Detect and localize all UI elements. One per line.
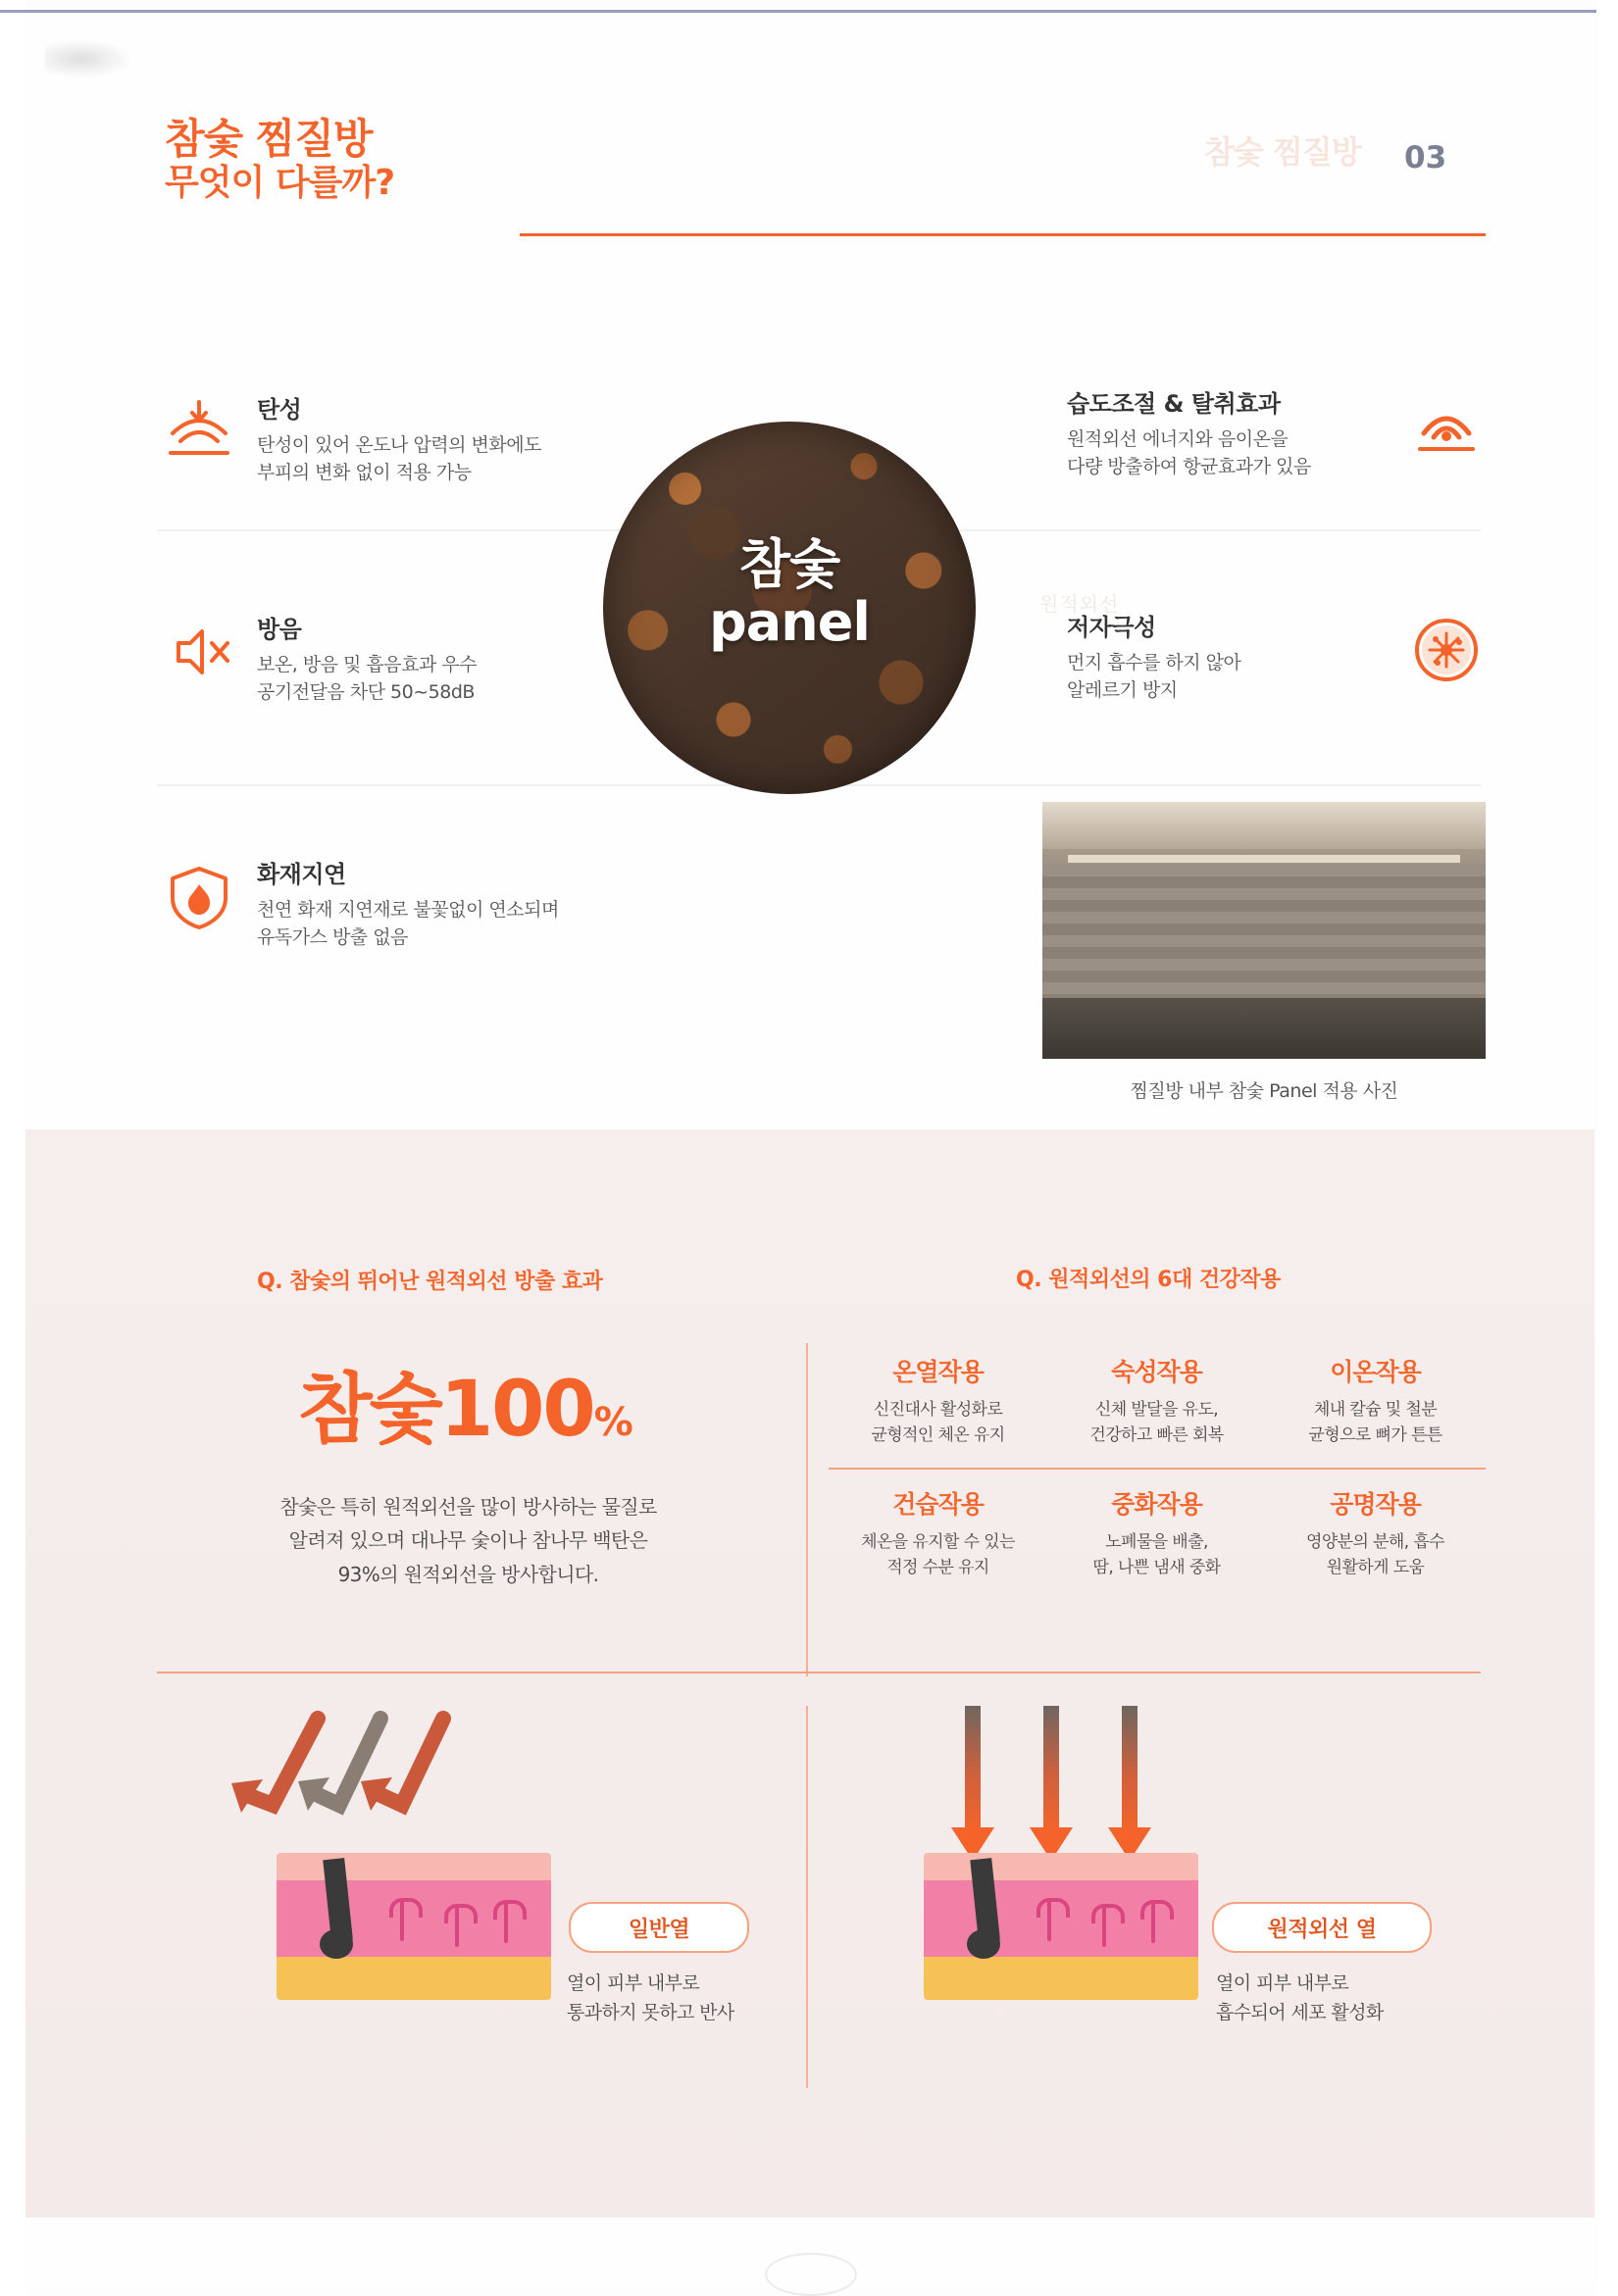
skin-layer-epidermis (924, 1853, 1198, 1880)
feature-desc-line1: 천연 화재 지연재로 불꽃없이 연소되며 (257, 899, 559, 921)
effect-line2: 균형으로 뼈가 튼튼 (1308, 1424, 1442, 1445)
skin-layer-epidermis (277, 1853, 551, 1880)
soundproof-icon (169, 618, 237, 686)
effect-line1: 영양분의 분해, 흡수 (1306, 1532, 1444, 1552)
feature-title: 방음 (257, 616, 302, 643)
big-stat-ko: 참숯 (298, 1366, 440, 1454)
hair-bulb (320, 1929, 353, 1959)
ghost-title-artifact: 참숯 찜질방 (1204, 133, 1361, 171)
caption-line2: 흡수되어 세포 활성화 (1216, 2002, 1384, 2024)
effect-line2: 원활하게 도움 (1326, 1557, 1425, 1577)
feature-desc-line2: 유독가스 방출 없음 (257, 925, 408, 948)
feature-elasticity (257, 390, 718, 486)
skin-layer-fat (277, 1957, 551, 2000)
blood-vessel (1102, 1906, 1106, 1947)
question-title-left: Q. 참숯의 뛰어난 원적외선 방출 효과 (257, 1270, 603, 1294)
left-description-line1: 참숯은 특히 원적외선을 많이 방사하는 물질로 (279, 1495, 657, 1519)
charcoal-panel-label (603, 533, 976, 653)
feature-desc-line2: 알레르기 방지 (1067, 678, 1178, 701)
caption-line1: 열이 피부 내부로 (1216, 1972, 1349, 1994)
vertical-divider-top (806, 1343, 808, 1676)
effect-line2: 땀, 나쁜 냄새 중화 (1092, 1557, 1221, 1577)
scan-smudge (45, 39, 133, 78)
page-number: 03 (1404, 140, 1447, 175)
effect-title: 온열작용 (892, 1358, 984, 1386)
charcoal-panel-label-ko: 참숯 (738, 533, 840, 595)
effect-title: 숙성작용 (1111, 1358, 1202, 1386)
caption-line2: 통과하지 못하고 반사 (567, 2002, 734, 2024)
photo-wall-texture (1042, 865, 1486, 1002)
left-description-line3: 93%의 원적외선을 방사합니다. (337, 1562, 599, 1586)
effect-line1: 신체 발달을 유도, (1094, 1400, 1219, 1420)
skin-diagram-normal (277, 1853, 551, 2000)
vertical-divider-bottom (806, 1706, 808, 2088)
page-title-line1: 참숯 찜질방 (165, 115, 373, 163)
effect-cell (1266, 1343, 1485, 1464)
feature-title: 탄성 (257, 396, 302, 424)
photo-caption: 찜질방 내부 참숯 Panel 적용 사진 (1130, 1080, 1398, 1102)
effects-grid (829, 1343, 1486, 1596)
blood-vessel (1047, 1900, 1051, 1941)
big-stat (211, 1348, 721, 1458)
badge-far-infrared-heat: 원적외선 열 (1212, 1902, 1432, 1953)
blood-vessel (400, 1900, 404, 1941)
big-stat-number: 100 (439, 1366, 594, 1454)
effects-row-1 (829, 1343, 1486, 1464)
effect-cell (1047, 1343, 1266, 1464)
scan-left-margin (0, 0, 25, 2295)
big-stat-percent: % (593, 1400, 633, 1445)
badge-normal-heat: 일반열 (569, 1902, 749, 1953)
blood-vessel (504, 1902, 508, 1943)
feature-title: 화재지연 (257, 861, 346, 888)
effect-title: 중화작용 (1111, 1490, 1202, 1519)
effect-title: 이온작용 (1330, 1358, 1421, 1386)
effect-cell (1047, 1475, 1266, 1596)
skin-diagram-infrared (924, 1853, 1198, 2000)
fire-retardant-icon (165, 863, 233, 931)
feature-desc-line2: 공기전달음 차단 50~58dB (257, 680, 475, 703)
effect-line2: 건강하고 빠른 회복 (1089, 1424, 1224, 1445)
horizontal-divider (157, 1672, 1481, 1673)
elasticity-icon (165, 394, 233, 463)
feature-humidity-deodorize (1067, 384, 1528, 480)
effect-title: 공명작용 (1330, 1490, 1421, 1519)
effects-grid-divider (829, 1468, 1486, 1470)
effect-cell (829, 1475, 1047, 1596)
skin-layer-fat (924, 1957, 1198, 2000)
effect-line2: 적정 수분 유지 (886, 1557, 989, 1577)
feature-desc-line1: 탄성이 있어 온도나 압력의 변화에도 (257, 434, 541, 456)
photo-light-strip (1068, 855, 1460, 863)
photo-ceiling (1042, 802, 1486, 849)
feature-title: 저자극성 (1067, 614, 1156, 641)
caption-line1: 열이 피부 내부로 (567, 1972, 700, 1994)
interior-photo (1042, 802, 1486, 1059)
caption-normal-heat (567, 1969, 802, 2028)
charcoal-panel-label-en: panel (709, 590, 870, 653)
footer-mark (765, 2253, 857, 2296)
effects-row-2 (829, 1475, 1486, 1596)
caption-far-infrared (1216, 1969, 1461, 2028)
blood-vessel (1151, 1902, 1155, 1943)
normal-heat-arrows (224, 1711, 547, 1872)
feature-desc-line2: 다량 방출하여 항균효과가 있음 (1067, 455, 1311, 477)
left-description-line2: 알려져 있으며 대나무 숯이나 참나무 백탄은 (288, 1528, 648, 1553)
feature-low-magnetism (1067, 608, 1528, 704)
blood-vessel (455, 1906, 459, 1947)
page-title (165, 116, 394, 204)
feature-fire-retardant (257, 855, 718, 951)
feature-desc-line1: 먼지 흡수를 하지 않아 (1067, 652, 1241, 674)
effect-line1: 노폐물을 배출, (1105, 1532, 1208, 1552)
scan-top-edge (0, 10, 1618, 13)
effect-line1: 체온을 유지할 수 있는 (861, 1532, 1015, 1552)
feature-desc-line1: 원적외선 에너지와 음이온을 (1067, 428, 1289, 450)
feature-title: 습도조절 & 탈취효과 (1067, 390, 1281, 418)
feature-desc-line2: 부피의 변화 없이 적용 가능 (257, 461, 472, 483)
left-description (201, 1490, 735, 1591)
effect-line1: 체내 칼슘 및 철분 (1313, 1400, 1438, 1420)
feature-desc-line1: 보온, 방음 및 흡음효과 우수 (257, 654, 478, 675)
question-title-right: Q. 원적외선의 6대 건강작용 (1016, 1268, 1281, 1292)
charcoal-panel-circle (603, 422, 976, 794)
header-rule (520, 233, 1486, 236)
ghost-text-artifact: 원적외선 (1039, 592, 1120, 616)
effect-line1: 신진대사 활성화로 (873, 1400, 1003, 1420)
effect-title: 건습작용 (892, 1490, 984, 1519)
effect-line2: 균형적인 체온 유지 (871, 1424, 1005, 1445)
effect-cell (1266, 1475, 1485, 1596)
effect-cell (829, 1343, 1047, 1464)
hair-bulb (967, 1929, 1000, 1959)
scan-right-margin (1596, 0, 1618, 2295)
photo-floor (1042, 998, 1486, 1059)
page-title-line2: 무엇이 다를까? (165, 163, 395, 204)
